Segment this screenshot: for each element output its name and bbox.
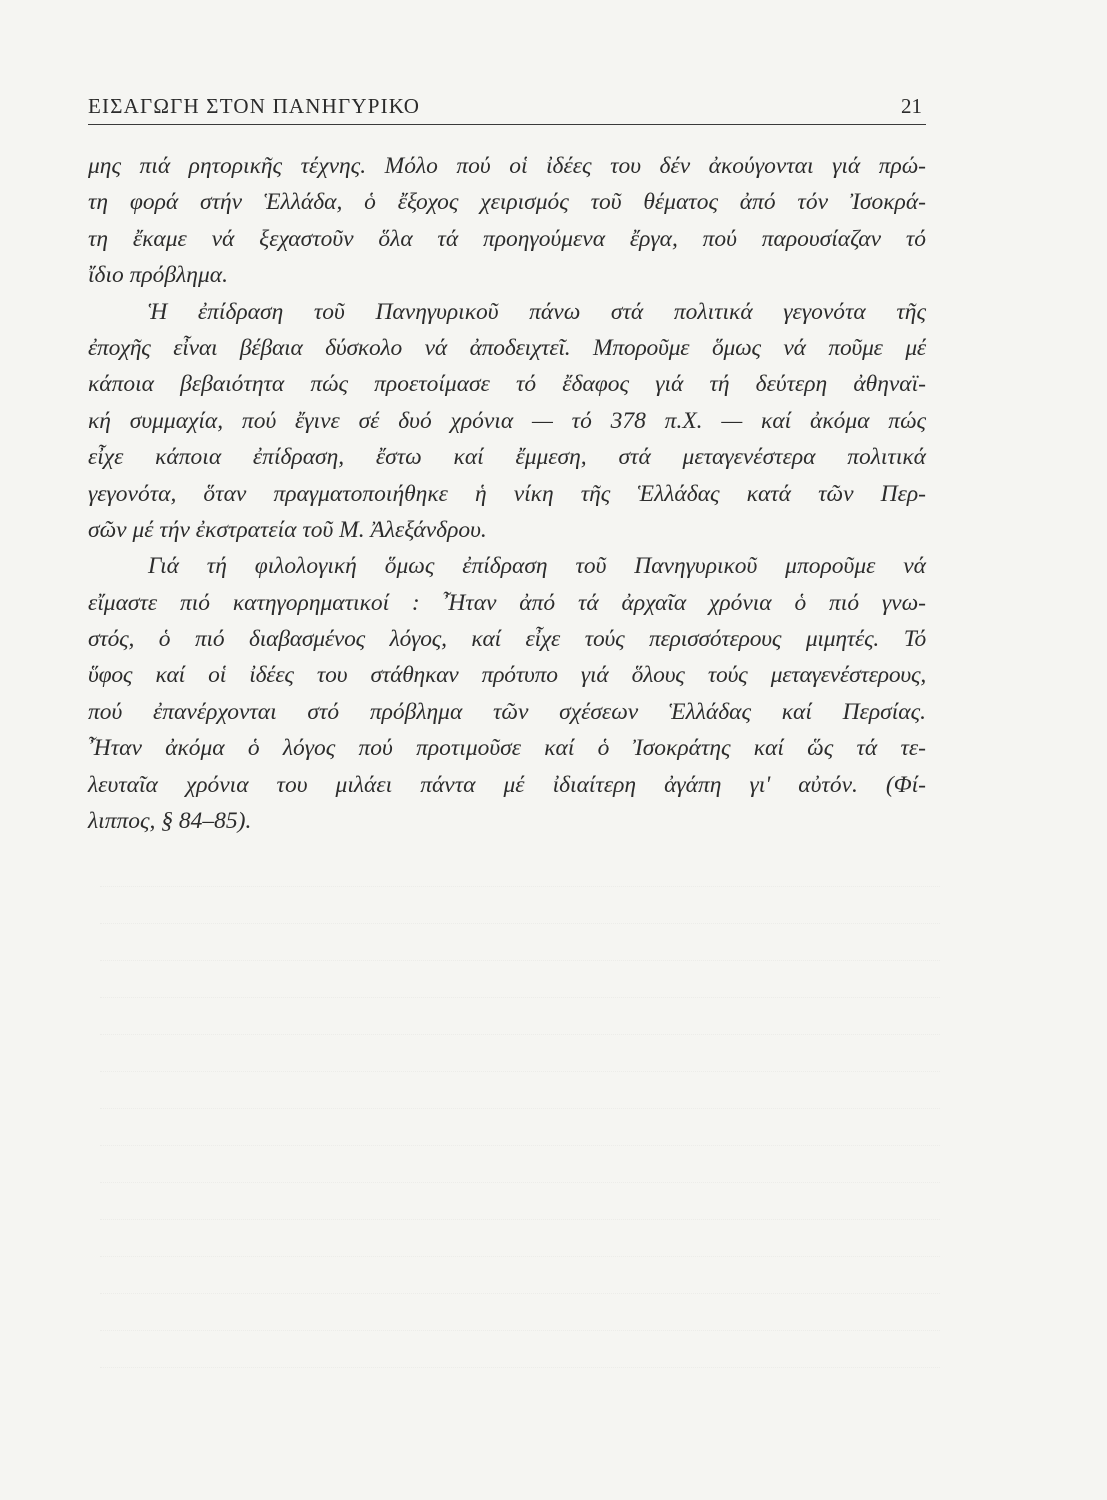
text-line: λευταῖα χρόνια του μιλάει πάντα μέ ἰδιαίτερη ἀγάπη γι' αὐτόν. (Φί- <box>88 771 926 798</box>
page-number: 21 <box>901 94 922 118</box>
text-line: σῶν μέ τήν ἐκστρατεία τοῦ Μ. Ἀλεξάνδρου. <box>88 516 487 543</box>
text-line: τη ἔκαμε νά ξεχαστοῦν ὅλα τά προηγούμενα ἔργα, πού παρουσίαζαν τό <box>88 225 926 252</box>
text-line: κάποια βεβαιότητα πώς προετοίμασε τό ἔδαφος γιά τή δεύτερη ἀθηναϊ- <box>88 371 926 398</box>
text-line: ἴδιο πρόβλημα. <box>88 262 228 289</box>
text-line: στός, ὁ πιό διαβασμένος λόγος, καί εἶχε τούς περισσότερους μιμητές. Τό <box>88 626 926 653</box>
text-line: Ἦταν ἀκόμα ὁ λόγος πού προτιμοῦσε καί ὁ Ἰσοκράτης καί ὥς τά τε- <box>88 735 926 762</box>
text-line: εἶχε κάποια ἐπίδραση, ἔστω καί ἔμμεση, στά μεταγενέστερα πολιτικά <box>88 444 926 471</box>
text-line: πού ἐπανέρχονται στό πρόβλημα τῶν σχέσεων Ἑλλάδας καί Περσίας. <box>88 698 926 725</box>
text-line: ὕφος καί οἱ ἰδέες του στάθηκαν πρότυπο γιά ὅλους τούς μεταγενέστερους, <box>88 662 926 689</box>
running-header <box>88 92 926 125</box>
text-line: εἴμαστε πιό κατηγορηματικοί : Ἦταν ἀπό τά ἀρχαῖα χρόνια ὁ πιό γνω- <box>88 589 926 616</box>
running-title: ΕΙΣΑΓΩΓΗ ΣΤΟΝ ΠΑΝΗΓΥΡΙΚΟ <box>88 94 421 118</box>
show-through-texture <box>60 850 940 1410</box>
text-line: γεγονότα, ὅταν πραγματοποιήθηκε ἡ νίκη τῆς Ἑλλάδας κατά τῶν Περ- <box>88 480 926 507</box>
text-line: ἐποχῆς εἶναι βέβαια δύσκολο νά ἀποδειχτεῖ. Μποροῦμε ὅμως νά ποῦμε μέ <box>88 334 926 361</box>
paragraph-first-line: Γιά τή φιλολογική ὅμως ἐπίδραση τοῦ Πανηγυρικοῦ μποροῦμε νά <box>148 553 926 580</box>
text-line: λιππος, § 84–85). <box>88 808 252 835</box>
paragraph-first-line: Ἡ ἐπίδραση τοῦ Πανηγυρικοῦ πάνω στά πολιτικά γεγονότα τῆς <box>148 298 926 325</box>
text-line: κή συμμαχία, πού ἔγινε σέ δυό χρόνια — τό 378 π.Χ. — καί ἀκόμα πώς <box>88 407 926 434</box>
text-line: μης πιά ρητορικῆς τέχνης. Μόλο πού οἱ ἰδέες του δέν ἀκούγονται γιά πρώ- <box>88 153 926 179</box>
text-line: τη φορά στήν Ἑλλάδα, ὁ ἔξοχος χειρισμός τοῦ θέματος ἀπό τόν Ἰσοκρά- <box>88 189 926 216</box>
body-text <box>88 148 926 839</box>
